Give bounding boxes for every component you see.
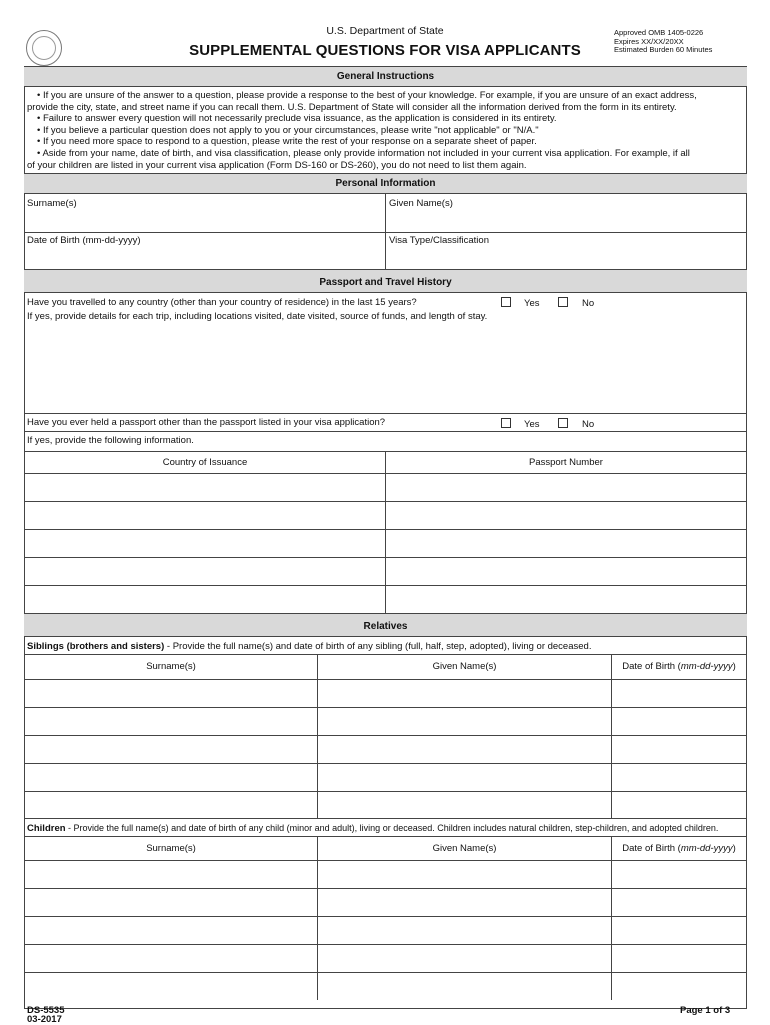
surname-field[interactable] [25, 209, 384, 231]
omb-expiry: Expires XX/XX/20XX [614, 36, 684, 46]
surname-label: Surname(s) [27, 198, 77, 209]
passport-number-field[interactable] [387, 586, 746, 612]
department-name: U.S. Department of State [326, 25, 444, 37]
dob-header-suffix: ) [732, 843, 736, 854]
child-surname-header: Surname(s) [146, 843, 196, 854]
general-instructions-text [27, 90, 743, 171]
instruction-line: • If you are unsure of the answer to a question, please provide a response to the best of your knowledge. For example, if you are unsure of an exact address, [37, 90, 697, 101]
siblings-instruction [27, 641, 591, 653]
sibling-dob-fields[interactable] [613, 680, 746, 817]
child-surname-fields[interactable] [25, 861, 316, 999]
date-of-birth-label: Date of Birth (mm-dd-yyyy) [27, 235, 141, 246]
dob-header-suffix: ) [732, 661, 736, 672]
form-title: SUPPLEMENTAL QUESTIONS FOR VISA APPLICANTS [189, 42, 581, 59]
child-given-name-fields[interactable] [319, 861, 610, 999]
country-field[interactable] [25, 474, 384, 501]
other-passport-no-label: No [582, 419, 595, 430]
country-field[interactable] [25, 586, 384, 612]
passport-number-field[interactable] [387, 530, 746, 557]
child-dob-header [612, 843, 746, 854]
other-passport-yes-checkbox[interactable] [501, 418, 511, 428]
dob-header-format: mm-dd-yyyy [680, 843, 733, 854]
sibling-surname-fields[interactable] [25, 680, 316, 817]
other-passport-question: Have you ever held a passport other than the passport listed in your visa application? [27, 417, 386, 428]
siblings-label: Siblings (brothers and sisters) [27, 641, 165, 652]
sibling-dob-header [612, 661, 746, 672]
given-name-field[interactable] [387, 209, 746, 231]
date-of-birth-field[interactable] [25, 247, 384, 268]
dob-header-prefix: Date of Birth ( [622, 661, 681, 672]
table-top-border [24, 654, 747, 655]
passport-number-field[interactable] [387, 474, 746, 501]
sibling-given-name-header: Given Name(s) [432, 661, 497, 672]
passport-number-field[interactable] [387, 502, 746, 529]
general-instructions-heading: General Instructions [24, 66, 747, 87]
table-bottom-border [24, 818, 747, 819]
travel-question: Have you travelled to any country (other than your country of residence) in the last 15 years? [27, 297, 417, 308]
children-description: - Provide the full name(s) and date of birth of any child (minor and adult), living or deceased. Children includes natural children, step-children, and adopted children. [65, 823, 719, 833]
other-passport-no-checkbox[interactable] [558, 418, 568, 428]
personal-information-heading: Personal Information [24, 173, 747, 194]
form-date: 03-2017 [27, 1014, 62, 1025]
travel-yes-checkbox[interactable] [501, 297, 511, 307]
country-of-issuance-header: Country of Issuance [162, 457, 248, 468]
relatives-heading: Relatives [24, 613, 747, 637]
visa-type-label: Visa Type/Classification [389, 235, 489, 246]
passport-number-header: Passport Number [529, 457, 603, 468]
instruction-line: provide the city, state, and street name if you can recall them. U.S. Department of State will consider all the information derived from the form in its entirety. [27, 101, 677, 113]
children-instruction [27, 823, 718, 835]
other-passport-instruction: If yes, provide the following information. [27, 435, 194, 446]
visa-type-field[interactable] [387, 247, 746, 268]
children-label: Children [27, 823, 66, 834]
country-field[interactable] [25, 530, 384, 557]
siblings-description: - Provide the full name(s) and date of birth of any sibling (full, half, step, adopted), living or deceased. [164, 641, 592, 652]
table-top-border [24, 836, 747, 837]
other-passport-yes-label: Yes [524, 419, 540, 430]
page-number: Page 1 of 3 [680, 1005, 731, 1016]
column-divider [385, 451, 386, 613]
instruction-line: • If you believe a particular question does not apply to you or your circumstances, please write "not applicable" or "N/A." [37, 124, 539, 136]
travel-no-checkbox[interactable] [558, 297, 568, 307]
given-name-label: Given Name(s) [389, 198, 453, 209]
travel-yes-label: Yes [524, 298, 540, 309]
sibling-given-name-fields[interactable] [319, 680, 610, 817]
dob-header-format: mm-dd-yyyy [680, 661, 733, 672]
child-dob-fields[interactable] [613, 861, 746, 999]
omb-info [614, 29, 712, 55]
travel-no-label: No [582, 298, 595, 309]
country-field[interactable] [25, 502, 384, 529]
form-number: DS-5535 [27, 1005, 65, 1016]
travel-details-field[interactable] [25, 324, 746, 412]
passport-travel-heading: Passport and Travel History [24, 269, 747, 293]
row-divider [24, 232, 747, 233]
row-divider [24, 413, 747, 414]
row-divider [24, 431, 747, 432]
sibling-surname-header: Surname(s) [146, 661, 196, 672]
omb-approval: Approved OMB 1405-0226 [614, 28, 704, 37]
instruction-line: of your children are listed in your current visa application (Form DS-160 or DS-260), you do not need to list them again. [27, 159, 527, 171]
travel-details-instruction: If yes, provide details for each trip, including locations visited, date visited, source of funds, and length of stay. [27, 311, 488, 322]
dob-header-prefix: Date of Birth ( [622, 843, 681, 854]
passport-number-field[interactable] [387, 558, 746, 585]
instruction-line: • Failure to answer every question will not necessarily preclude visa issuance, as the application is considered in its entirety. [37, 113, 557, 125]
omb-burden: Estimated Burden 60 Minutes [614, 45, 713, 54]
country-field[interactable] [25, 558, 384, 585]
child-given-name-header: Given Name(s) [432, 843, 497, 854]
instruction-line: • If you need more space to respond to a question, please write the rest of your response on a separate sheet of paper. [37, 136, 537, 148]
instruction-line: • Aside from your name, date of birth, and visa classification, please only provide information not included in your current visa application. For example, if all [37, 147, 690, 159]
